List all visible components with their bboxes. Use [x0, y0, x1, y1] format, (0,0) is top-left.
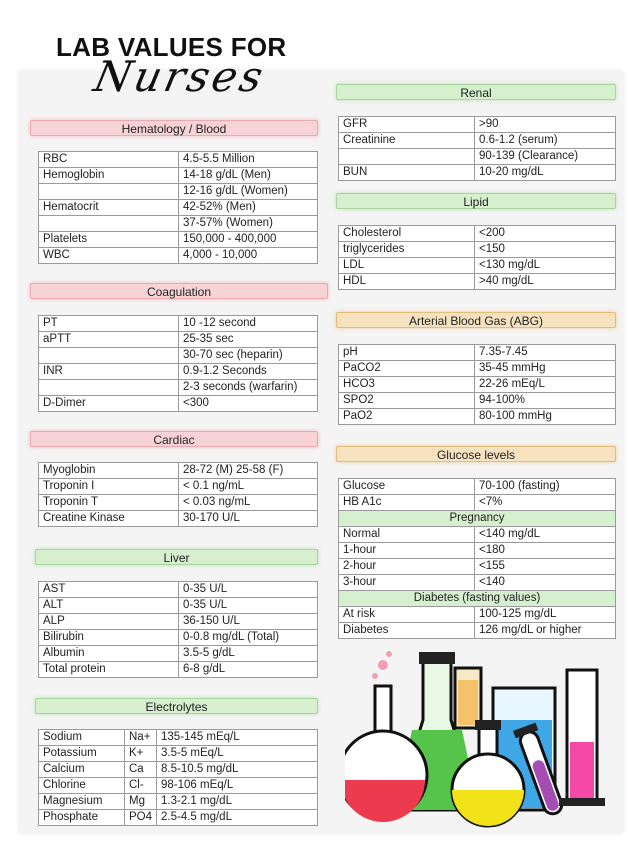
renal-table [338, 116, 616, 181]
table-cell [339, 149, 475, 165]
table-row [39, 646, 318, 662]
table-cell: Ca [125, 762, 157, 778]
table-row [39, 794, 318, 810]
table-cell: Bilirubin [39, 630, 179, 646]
table-cell: <300 [179, 396, 318, 412]
table-row [39, 778, 318, 794]
table-cell: Calcium [39, 762, 125, 778]
table-cell: 90-139 (Clearance) [475, 149, 616, 165]
table-cell: <180 [475, 543, 616, 559]
table-cell: pH [339, 345, 475, 361]
table-row [39, 332, 318, 348]
table-cell [39, 380, 179, 396]
cardiac-table [38, 462, 318, 527]
table-cell [39, 184, 179, 200]
abg-table [338, 344, 616, 425]
table-row [339, 393, 616, 409]
table-row [39, 582, 318, 598]
table-row [339, 165, 616, 181]
table-cell: 36-150 U/L [179, 614, 318, 630]
table-cell: 126 mg/dL or higher [475, 623, 616, 639]
table-row [39, 495, 318, 511]
table-cell: PaO2 [339, 409, 475, 425]
table-cell: Troponin I [39, 479, 179, 495]
table-cell: Mg [125, 794, 157, 810]
liver-table [38, 581, 318, 678]
table-row [39, 479, 318, 495]
table-row [39, 248, 318, 264]
table-cell: Potassium [39, 746, 125, 762]
table-cell: PT [39, 316, 179, 332]
table-row [39, 614, 318, 630]
table-subheader: Diabetes (fasting values) [339, 591, 616, 607]
table-row [39, 762, 318, 778]
table-cell: <150 [475, 242, 616, 258]
table-cell: Chlorine [39, 778, 125, 794]
table-cell: LDL [339, 258, 475, 274]
table-row [39, 396, 318, 412]
table-cell: 37-57% (Women) [179, 216, 318, 232]
table-row [39, 200, 318, 216]
table-row [339, 242, 616, 258]
table-row [339, 543, 616, 559]
table-row [39, 463, 318, 479]
table-cell: 3.5-5 mEq/L [157, 746, 318, 762]
lipid-table [338, 225, 616, 290]
table-cell: 6-8 g/dL [179, 662, 318, 678]
table-cell: triglycerides [339, 242, 475, 258]
table-cell: 0-35 U/L [179, 598, 318, 614]
table-row [39, 152, 318, 168]
glucose-table [338, 478, 616, 639]
liver-header: Liver [35, 549, 318, 565]
table-cell: WBC [39, 248, 179, 264]
coagulation-table [38, 315, 318, 412]
table-row [39, 348, 318, 364]
table-cell: 14-18 g/dL (Men) [179, 168, 318, 184]
table-cell: >40 mg/dL [475, 274, 616, 290]
table-cell: 2-3 seconds (warfarin) [179, 380, 318, 396]
page-title-script: Nurses [89, 52, 271, 101]
table-cell: Normal [339, 527, 475, 543]
table-cell: Creatine Kinase [39, 511, 179, 527]
table-row [339, 258, 616, 274]
table-row [339, 559, 616, 575]
table-cell: <140 [475, 575, 616, 591]
table-row [339, 607, 616, 623]
table-cell: HDL [339, 274, 475, 290]
table-row [339, 274, 616, 290]
table-cell: 4,000 - 10,000 [179, 248, 318, 264]
table-subheader: Pregnancy [339, 511, 616, 527]
table-cell: 94-100% [475, 393, 616, 409]
table-cell: <130 mg/dL [475, 258, 616, 274]
table-cell: 22-26 mEq/L [475, 377, 616, 393]
table-cell: GFR [339, 117, 475, 133]
hematology-header: Hematology / Blood [30, 120, 318, 136]
table-row [339, 623, 616, 639]
table-cell: Cl- [125, 778, 157, 794]
table-cell: ALT [39, 598, 179, 614]
table-row [339, 495, 616, 511]
table-cell: HCO3 [339, 377, 475, 393]
lipid-header: Lipid [336, 193, 616, 209]
table-cell: 1-hour [339, 543, 475, 559]
table-cell: PO4 [125, 810, 157, 826]
table-row [39, 364, 318, 380]
lab-flasks-icon [345, 650, 615, 830]
table-row [339, 226, 616, 242]
table-cell: <140 mg/dL [475, 527, 616, 543]
electrolytes-header: Electrolytes [35, 698, 318, 714]
table-subheader-row [339, 591, 616, 607]
table-cell: D-Dimer [39, 396, 179, 412]
table-cell: 8.5-10.5 mg/dL [157, 762, 318, 778]
table-cell: Hemoglobin [39, 168, 179, 184]
cardiac-header: Cardiac [30, 431, 318, 447]
table-cell: Troponin T [39, 495, 179, 511]
table-cell: 42-52% (Men) [179, 200, 318, 216]
table-cell: aPTT [39, 332, 179, 348]
table-cell: Hematocrit [39, 200, 179, 216]
table-cell: RBC [39, 152, 179, 168]
table-subheader-row [339, 511, 616, 527]
table-cell: 98-106 mEq/L [157, 778, 318, 794]
table-cell: 80-100 mmHg [475, 409, 616, 425]
table-cell: 100-125 mg/dL [475, 607, 616, 623]
table-row [39, 232, 318, 248]
table-cell: 150,000 - 400,000 [179, 232, 318, 248]
table-cell: At risk [339, 607, 475, 623]
table-cell: Phosphate [39, 810, 125, 826]
table-cell: <155 [475, 559, 616, 575]
table-cell: 135-145 mEq/L [157, 730, 318, 746]
hematology-table [38, 151, 318, 264]
table-cell: 25-35 sec [179, 332, 318, 348]
table-row [39, 662, 318, 678]
electrolytes-table [38, 729, 318, 826]
table-row [39, 746, 318, 762]
table-row [39, 380, 318, 396]
table-row [39, 216, 318, 232]
table-cell: 2.5-4.5 mg/dL [157, 810, 318, 826]
table-cell: Creatinine [339, 133, 475, 149]
table-row [339, 409, 616, 425]
table-row [339, 117, 616, 133]
table-cell: HB A1c [339, 495, 475, 511]
table-row [339, 377, 616, 393]
table-cell: 10 -12 second [179, 316, 318, 332]
table-row [39, 730, 318, 746]
coagulation-header: Coagulation [30, 283, 328, 299]
table-cell: 0.9-1.2 Seconds [179, 364, 318, 380]
table-row [39, 810, 318, 826]
table-cell: PaCO2 [339, 361, 475, 377]
renal-header: Renal [336, 84, 616, 100]
table-cell: 3.5-5 g/dL [179, 646, 318, 662]
table-cell: 1.3-2.1 mg/dL [157, 794, 318, 810]
table-cell: 70-100 (fasting) [475, 479, 616, 495]
table-cell: SPO2 [339, 393, 475, 409]
table-cell: 12-16 g/dL (Women) [179, 184, 318, 200]
page-title: LAB VALUES FOR [56, 32, 287, 62]
table-cell: < 0.1 ng/mL [179, 479, 318, 495]
table-cell: Glucose [339, 479, 475, 495]
table-cell: Cholesterol [339, 226, 475, 242]
table-cell [39, 216, 179, 232]
table-row [39, 168, 318, 184]
table-row [39, 316, 318, 332]
table-cell: 0-35 U/L [179, 582, 318, 598]
table-cell: AST [39, 582, 179, 598]
table-cell: 35-45 mmHg [475, 361, 616, 377]
table-cell: 4.5-5.5 Million [179, 152, 318, 168]
table-row [39, 511, 318, 527]
table-row [39, 630, 318, 646]
table-cell: < 0.03 ng/mL [179, 495, 318, 511]
table-cell: INR [39, 364, 179, 380]
table-cell: Diabetes [339, 623, 475, 639]
table-cell [39, 348, 179, 364]
table-cell: Myoglobin [39, 463, 179, 479]
table-cell: Albumin [39, 646, 179, 662]
table-cell: Sodium [39, 730, 125, 746]
table-cell: Magnesium [39, 794, 125, 810]
table-cell: >90 [475, 117, 616, 133]
table-cell: 28-72 (M) 25-58 (F) [179, 463, 318, 479]
table-cell: Total protein [39, 662, 179, 678]
table-cell: <200 [475, 226, 616, 242]
table-row [339, 149, 616, 165]
table-cell: 3-hour [339, 575, 475, 591]
table-cell: 30-70 sec (heparin) [179, 348, 318, 364]
table-row [339, 361, 616, 377]
table-cell: Platelets [39, 232, 179, 248]
abg-header: Arterial Blood Gas (ABG) [336, 312, 616, 328]
table-row [339, 345, 616, 361]
table-cell: 30-170 U/L [179, 511, 318, 527]
table-row [39, 184, 318, 200]
table-cell: K+ [125, 746, 157, 762]
table-cell: 7.35-7.45 [475, 345, 616, 361]
table-row [339, 133, 616, 149]
table-cell: 10-20 mg/dL [475, 165, 616, 181]
table-cell: BUN [339, 165, 475, 181]
table-cell: 2-hour [339, 559, 475, 575]
table-cell: 0-0.8 mg/dL (Total) [179, 630, 318, 646]
table-row [339, 479, 616, 495]
table-cell: 0.6-1.2 (serum) [475, 133, 616, 149]
table-cell: Na+ [125, 730, 157, 746]
table-row [339, 575, 616, 591]
glucose-header: Glucose levels [336, 446, 616, 462]
table-cell: <7% [475, 495, 616, 511]
table-cell: ALP [39, 614, 179, 630]
table-row [339, 527, 616, 543]
table-row [39, 598, 318, 614]
